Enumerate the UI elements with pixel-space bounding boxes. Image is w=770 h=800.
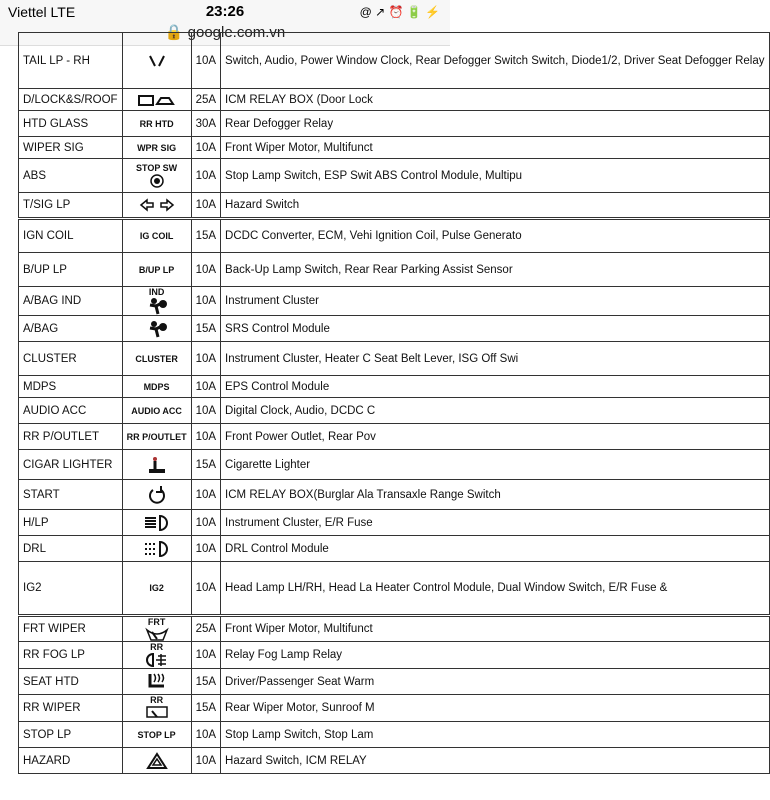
fuse-symbol (122, 669, 191, 695)
fuse-symbol (122, 642, 191, 669)
fuse-symbol (122, 219, 191, 253)
table-row (19, 376, 770, 398)
clock: 23:26 (205, 3, 245, 20)
fuse-name: DRL (19, 536, 123, 562)
protected-component: SRS Control Module (221, 316, 769, 342)
fuse-name: B/UP LP (19, 253, 123, 287)
fuse-rating: 15A (191, 316, 220, 342)
url-text: google.com.vn (187, 24, 286, 41)
protected-component: Switch, Audio, Power Window Clock, Rear Defogger Switch Switch, Diode1/2, Driver Seat Defogger Relay (221, 33, 769, 89)
abs-icon (147, 175, 167, 185)
fuse-rating: 10A (191, 510, 220, 536)
fuse-symbol-label: B/UP LP (138, 264, 175, 275)
fuse-symbol (122, 33, 191, 89)
fuse-rating: 10A (191, 536, 220, 562)
fuse-symbol (122, 398, 191, 424)
fuse-rating: 10A (191, 562, 220, 616)
fuse-rating: 10A (191, 642, 220, 669)
protected-component: Driver/Passenger Seat Warm (221, 669, 769, 695)
fuse-rating: 10A (191, 342, 220, 376)
fuse-name: CIGAR LIGHTER (19, 450, 123, 480)
fuse-name: RR P/OUTLET (19, 424, 123, 450)
fuse-name: MDPS (19, 376, 123, 398)
fuse-symbol-label: RR (150, 695, 164, 705)
fuse-name: STOP LP (19, 722, 123, 748)
table-row (19, 89, 770, 111)
fuse-symbol (122, 695, 191, 722)
table-row (19, 695, 770, 722)
protected-component: Hazard Switch (221, 193, 769, 219)
fuse-symbol (122, 562, 191, 616)
table-row (19, 111, 770, 137)
protected-component: Stop Lamp Switch, ESP Swit ABS Control Module, Multipu (221, 159, 769, 193)
tail-lamp-icon (146, 55, 168, 65)
protected-component: Front Wiper Motor, Multifunct (221, 137, 769, 159)
fuse-name: H/LP (19, 510, 123, 536)
fuse-symbol (122, 316, 191, 342)
table-row (19, 398, 770, 424)
fuse-symbol (122, 376, 191, 398)
fuse-symbol-label: IG COIL (139, 231, 174, 241)
fuse-symbol (122, 536, 191, 562)
table-row (19, 669, 770, 695)
fuse-symbol (122, 137, 191, 159)
fuse-name: RR FOG LP (19, 642, 123, 669)
fuse-rating: 10A (191, 287, 220, 316)
turn-signal-icon (139, 199, 175, 209)
table-row (19, 748, 770, 774)
table-row (19, 342, 770, 376)
fuse-rating: 25A (191, 616, 220, 642)
fuse-name: SEAT HTD (19, 669, 123, 695)
protected-component: Cigarette Lighter (221, 450, 769, 480)
table-row (19, 33, 770, 89)
table-row (19, 253, 770, 287)
fuse-rating: 15A (191, 695, 220, 722)
protected-component: ICM RELAY BOX(Burglar Ala Transaxle Range Switch (221, 480, 769, 510)
fuse-name: A/BAG (19, 316, 123, 342)
table-row (19, 642, 770, 669)
table-row (19, 287, 770, 316)
fuse-name: IGN COIL (19, 219, 123, 253)
rear-wiper-icon (145, 707, 169, 717)
fuse-rating: 10A (191, 33, 220, 89)
fuse-symbol (122, 159, 191, 193)
fuse-symbol (122, 616, 191, 642)
fuse-symbol (122, 450, 191, 480)
fuse-name: FRT WIPER (19, 616, 123, 642)
fuse-name: A/BAG IND (19, 287, 123, 316)
fuse-symbol-label: STOP LP (137, 729, 176, 740)
start-icon (147, 489, 167, 499)
protected-component: Back-Up Lamp Switch, Rear Rear Parking Assist Sensor (221, 253, 769, 287)
protected-component: EPS Control Module (221, 376, 769, 398)
protected-component: Instrument Cluster (221, 287, 769, 316)
fuse-rating: 10A (191, 376, 220, 398)
fuse-name: IG2 (19, 562, 123, 616)
table-row (19, 159, 770, 193)
fog-lamp-icon (145, 654, 169, 664)
table-row (19, 722, 770, 748)
fuse-symbol-label: CLUSTER (135, 353, 178, 364)
door-lock-sunroof-icon (137, 94, 177, 104)
fuse-symbol (122, 424, 191, 450)
fuse-name: START (19, 480, 123, 510)
drl-icon (142, 543, 172, 553)
front-wiper-icon (145, 628, 169, 638)
fuse-name: HAZARD (19, 748, 123, 774)
table-row (19, 219, 770, 253)
fuse-rating: 15A (191, 450, 220, 480)
carrier-label: Viettel LTE (8, 4, 76, 20)
table-row (19, 510, 770, 536)
fuse-symbol-label: RR (150, 642, 164, 652)
protected-component: Instrument Cluster, E/R Fuse (221, 510, 769, 536)
fuse-name: WIPER SIG (19, 137, 123, 159)
fuse-symbol (122, 510, 191, 536)
table-row (19, 480, 770, 510)
fuse-name: TAIL LP - RH (19, 33, 123, 89)
fuse-rating: 15A (191, 219, 220, 253)
protected-component: Relay Fog Lamp Relay (221, 642, 769, 669)
fuse-symbol-label: IG2 (149, 583, 164, 593)
fuse-symbol (122, 480, 191, 510)
fuse-rating: 10A (191, 424, 220, 450)
fuse-symbol (122, 722, 191, 748)
protected-component: Head Lamp LH/RH, Head La Heater Control Module, Dual Window Switch, E/R Fuse & (221, 562, 769, 616)
fuse-table (18, 32, 770, 774)
fuse-name: ABS (19, 159, 123, 193)
airbag-icon (146, 323, 168, 333)
headlamp-icon (142, 517, 172, 527)
fuse-rating: 25A (191, 89, 220, 111)
fuse-symbol-label: RR HTD (139, 118, 174, 129)
fuse-rating: 10A (191, 480, 220, 510)
protected-component: Front Power Outlet, Rear Pov (221, 424, 769, 450)
fuse-rating: 10A (191, 253, 220, 287)
table-row (19, 316, 770, 342)
fuse-name: AUDIO ACC (19, 398, 123, 424)
fuse-name: D/LOCK&S/ROOF (19, 89, 123, 111)
fuse-symbol (122, 253, 191, 287)
seat-heater-icon (146, 676, 168, 686)
protected-component: Rear Wiper Motor, Sunroof M (221, 695, 769, 722)
fuse-name: HTD GLASS (19, 111, 123, 137)
fuse-rating: 15A (191, 669, 220, 695)
protected-component: DCDC Converter, ECM, Vehi Ignition Coil, Pulse Generato (221, 219, 769, 253)
fuse-rating: 30A (191, 111, 220, 137)
table-row (19, 193, 770, 219)
fuse-symbol (122, 342, 191, 376)
table-row (19, 450, 770, 480)
protected-component: Front Wiper Motor, Multifunct (221, 616, 769, 642)
fuse-symbol-label: AUDIO ACC (131, 405, 182, 416)
lock-icon: 🔒 (164, 24, 184, 41)
fuse-symbol-label: RR P/OUTLET (126, 431, 187, 442)
fuse-symbol-label: STOP SW (135, 162, 178, 173)
table-row (19, 536, 770, 562)
table-row (19, 424, 770, 450)
cigar-lighter-icon (146, 459, 168, 469)
fuse-name: T/SIG LP (19, 193, 123, 219)
status-bar (0, 0, 450, 24)
table-row (19, 616, 770, 642)
table-row (19, 562, 770, 616)
protected-component: DRL Control Module (221, 536, 769, 562)
fuse-symbol (122, 89, 191, 111)
fuse-symbol (122, 193, 191, 219)
status-icons: @ ↗ ⏰ 🔋 ⚡ (359, 5, 440, 19)
fuse-rating: 10A (191, 193, 220, 219)
hazard-icon (146, 755, 168, 765)
fuse-symbol (122, 748, 191, 774)
fuse-name: RR WIPER (19, 695, 123, 722)
protected-component: Digital Clock, Audio, DCDC C (221, 398, 769, 424)
fuse-symbol-label: WPR SIG (137, 142, 177, 153)
fuse-rating: 10A (191, 722, 220, 748)
fuse-symbol-label: FRT (147, 617, 166, 627)
fuse-symbol (122, 111, 191, 137)
protected-component: Hazard Switch, ICM RELAY (221, 748, 769, 774)
fuse-symbol-label: MDPS (143, 381, 170, 392)
fuse-rating: 10A (191, 748, 220, 774)
page-content[interactable] (0, 46, 765, 800)
fuse-rating: 10A (191, 398, 220, 424)
fuse-rating: 10A (191, 137, 220, 159)
fuse-symbol (122, 287, 191, 316)
protected-component: ICM RELAY BOX (Door Lock (221, 89, 769, 111)
airbag-icon (146, 300, 168, 310)
table-row (19, 137, 770, 159)
protected-component: Stop Lamp Switch, Stop Lam (221, 722, 769, 748)
protected-component: Rear Defogger Relay (221, 111, 769, 137)
fuse-name: CLUSTER (19, 342, 123, 376)
fuse-rating: 10A (191, 159, 220, 193)
fuse-symbol-label: IND (148, 287, 165, 297)
protected-component: Instrument Cluster, Heater C Seat Belt Lever, ISG Off Swi (221, 342, 769, 376)
